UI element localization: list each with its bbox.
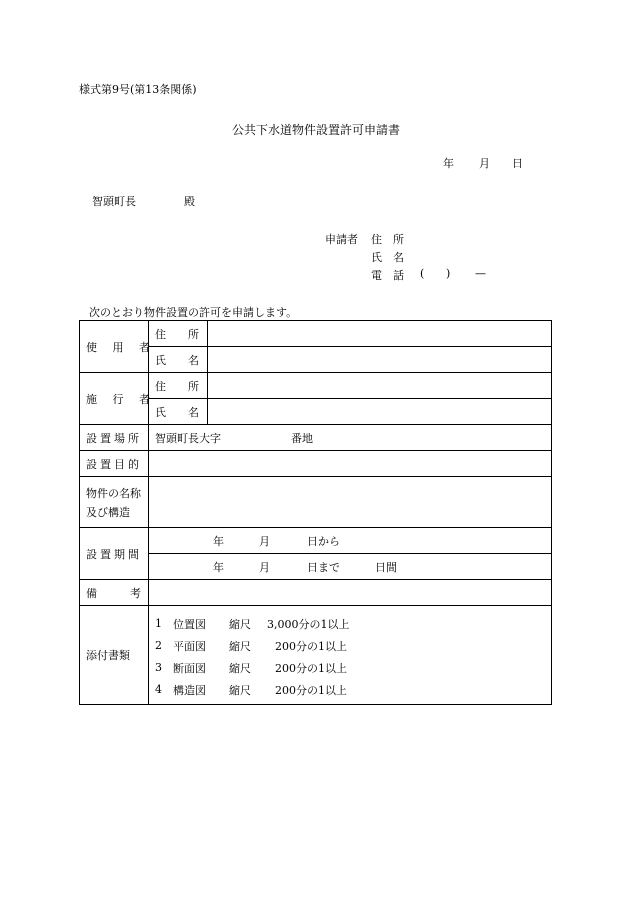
table-row <box>80 554 552 580</box>
applicant-phone-label: 電 話 <box>371 269 404 282</box>
object-label-line2: 及び構造 <box>86 505 130 519</box>
attachment-scale: 3,000分の1以上 <box>267 617 350 631</box>
object-label-line1: 物件の名称 <box>86 486 141 500</box>
attachment-item <box>155 635 545 657</box>
period-to-month: 月 <box>259 560 270 574</box>
period-from-year: 年 <box>213 534 224 548</box>
contractor-label: 施 行 者 <box>80 373 149 425</box>
phone-dash: — <box>475 267 486 280</box>
period-to-field[interactable] <box>149 554 552 580</box>
attachment-item <box>155 679 545 701</box>
applicant-address-label: 住 所 <box>371 233 404 246</box>
period-to-year: 年 <box>213 560 224 574</box>
user-name-label: 氏 名 <box>149 347 208 373</box>
object-label <box>80 477 149 528</box>
period-label: 設置期間 <box>80 528 149 580</box>
remarks-field[interactable] <box>149 580 552 606</box>
attachment-scale-label: 縮尺 <box>229 639 251 653</box>
applicant-label: 申請者 <box>325 233 358 246</box>
table-row <box>80 528 552 554</box>
table-row <box>80 425 552 451</box>
attachment-name: 構造図 <box>173 683 206 697</box>
user-name-field[interactable] <box>208 347 552 373</box>
phone-paren-close: ) <box>446 267 451 280</box>
form-title: 公共下水道物件設置許可申請書 <box>232 123 401 137</box>
intro-text: 次のとおり物件設置の許可を申請します。 <box>89 306 298 319</box>
date-month: 月 <box>479 157 490 170</box>
application-table <box>79 320 552 705</box>
period-to-day: 日まで <box>307 560 340 574</box>
attachments-list <box>149 606 552 705</box>
contractor-name-field[interactable] <box>208 399 552 425</box>
attachment-num: 3 <box>155 661 162 674</box>
addressee-honorific: 殿 <box>184 195 195 208</box>
table-row <box>80 373 552 399</box>
attachment-scale-label: 縮尺 <box>229 661 251 675</box>
attachment-num: 4 <box>155 683 162 696</box>
attachment-num: 2 <box>155 639 162 652</box>
attachment-scale: 200分の1以上 <box>275 639 347 653</box>
period-from-day: 日から <box>307 534 340 548</box>
attachment-num: 1 <box>155 617 162 630</box>
date-day: 日 <box>512 157 523 170</box>
purpose-label: 設置目的 <box>80 451 149 477</box>
period-from-month: 月 <box>259 534 270 548</box>
attachment-item <box>155 613 545 635</box>
attachment-name: 断面図 <box>173 661 206 675</box>
attachment-name: 平面図 <box>173 639 206 653</box>
table-row <box>80 451 552 477</box>
period-days: 日間 <box>375 560 397 574</box>
attachment-scale: 200分の1以上 <box>275 683 347 697</box>
attachment-scale-label: 縮尺 <box>229 617 251 631</box>
table-row <box>80 580 552 606</box>
location-label: 設置場所 <box>80 425 149 451</box>
contractor-address-field[interactable] <box>208 373 552 399</box>
style-number: 様式第9号(第13条関係) <box>79 83 197 96</box>
object-field[interactable] <box>149 477 552 528</box>
remarks-label: 備 考 <box>80 580 149 606</box>
date-year: 年 <box>443 157 454 170</box>
applicant-name-label: 氏 名 <box>371 251 404 264</box>
table-row <box>80 321 552 347</box>
phone-paren-open: ( <box>420 267 425 280</box>
contractor-name-label: 氏 名 <box>149 399 208 425</box>
user-label: 使 用 者 <box>80 321 149 373</box>
purpose-field[interactable] <box>149 451 552 477</box>
attachment-scale-label: 縮尺 <box>229 683 251 697</box>
user-address-field[interactable] <box>208 321 552 347</box>
addressee-name: 智頭町長 <box>92 195 136 208</box>
attachment-name: 位置図 <box>173 617 206 631</box>
attachment-scale: 200分の1以上 <box>275 661 347 675</box>
location-prefix: 智頭町長大字 <box>155 431 221 445</box>
location-suffix: 番地 <box>291 431 313 445</box>
contractor-address-label: 住 所 <box>149 373 208 399</box>
table-row <box>80 477 552 528</box>
attachment-item <box>155 657 545 679</box>
location-field[interactable] <box>149 425 552 451</box>
attachments-label: 添付書類 <box>80 606 149 705</box>
user-address-label: 住 所 <box>149 321 208 347</box>
table-row <box>80 606 552 705</box>
period-from-field[interactable] <box>149 528 552 554</box>
